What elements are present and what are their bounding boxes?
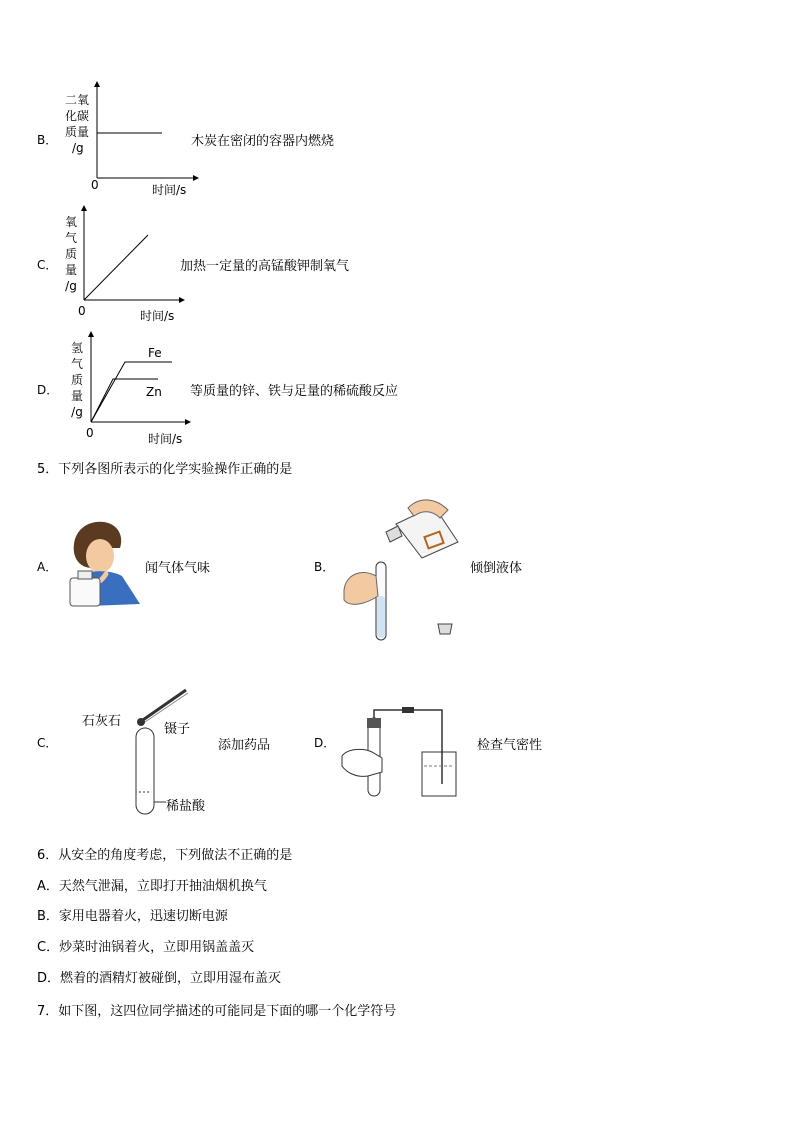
graph-d-x-axis-label: 时间/s: [148, 432, 183, 446]
tube-connector: [402, 707, 414, 713]
gas-bottle: [70, 578, 100, 606]
q5-option-b-label: B．: [314, 560, 335, 574]
graph-c-x-axis-label: 时间/s: [140, 309, 175, 323]
delivery-tube: [374, 710, 442, 784]
graph-d-origin: 0: [86, 426, 94, 440]
test-tube: [136, 728, 154, 814]
q5-option-d-caption: 检查气密性: [477, 738, 543, 753]
graph-d-y-axis-label: 氢 气 质 量 /g: [70, 341, 83, 419]
graph-d-series-fe: Fe: [148, 346, 162, 360]
beaker: [422, 752, 456, 796]
q6-option-c: C．炒菜时油锅着火，立即用锅盖盖灭: [37, 940, 255, 955]
graph-d-description: 等质量的锌、铁与足量的稀硫酸反应: [190, 384, 399, 399]
q5-option-d-label: D．: [314, 736, 336, 750]
face: [86, 539, 114, 573]
q6-option-a: A．天然气泄漏，立即打开抽油烟机换气: [37, 879, 267, 894]
graph-b-x-axis-label: 时间/s: [152, 183, 187, 197]
graph-b-axes: [90, 80, 200, 190]
graph-b-y-axis-label: 二氧 化碳 质量 /g: [64, 93, 89, 155]
graph-c-curve: [84, 235, 148, 300]
q5-c-tag-tweezers: 镊子: [164, 722, 191, 737]
question-7-stem: 7．如下图，这四位同学描述的可能同是下面的哪一个化学符号: [37, 1004, 397, 1019]
q5-option-a-caption: 闻气体气味: [145, 561, 211, 576]
pour-liquid-illustration: [336, 496, 466, 646]
question-6-stem: 6．从安全的角度考虑，下列做法不正确的是: [37, 848, 293, 863]
tube-liquid: [377, 596, 385, 638]
question-5-stem: 5．下列各图所表示的化学实验操作正确的是: [37, 462, 293, 477]
bottle-stopper: [438, 624, 452, 634]
rubber-stopper: [367, 718, 381, 728]
q5-option-c-caption: 添加药品: [218, 738, 271, 753]
graph-d-axes: [86, 330, 196, 430]
reagent-bottle: [396, 506, 458, 558]
holding-hand: [344, 572, 378, 604]
option-label-d: D．: [37, 383, 59, 397]
q5-c-tag-acid: 稀盐酸: [166, 799, 206, 814]
limestone-piece: [137, 718, 145, 726]
graph-c-origin: 0: [78, 304, 86, 318]
q5-c-tag-limestone: 石灰石: [82, 714, 122, 729]
option-label-b: B．: [37, 133, 58, 147]
graph-c-description: 加热一定量的高锰酸钾制氧气: [180, 259, 350, 274]
q6-option-b: B．家用电器着火，迅速切断电源: [37, 909, 228, 924]
smell-gas-illustration: [62, 518, 144, 608]
bottle-neck: [78, 571, 92, 579]
q5-option-a-label: A．: [37, 560, 58, 574]
graph-b-origin: 0: [91, 178, 99, 192]
q5-option-c-label: C．: [37, 736, 58, 750]
graph-c-y-axis-label: 氧 气 质 量 /g: [64, 215, 77, 293]
graph-c-axes: [78, 204, 188, 309]
graph-d-series-zn: Zn: [146, 385, 162, 399]
airtight-check-illustration: [338, 702, 464, 802]
option-label-c: C．: [37, 258, 58, 272]
q6-option-d: D．燃着的酒精灯被碰倒，立即用湿布盖灭: [37, 971, 282, 986]
q5-option-b-caption: 倾倒液体: [470, 561, 523, 576]
graph-b-description: 木炭在密闭的容器内燃烧: [191, 134, 335, 149]
